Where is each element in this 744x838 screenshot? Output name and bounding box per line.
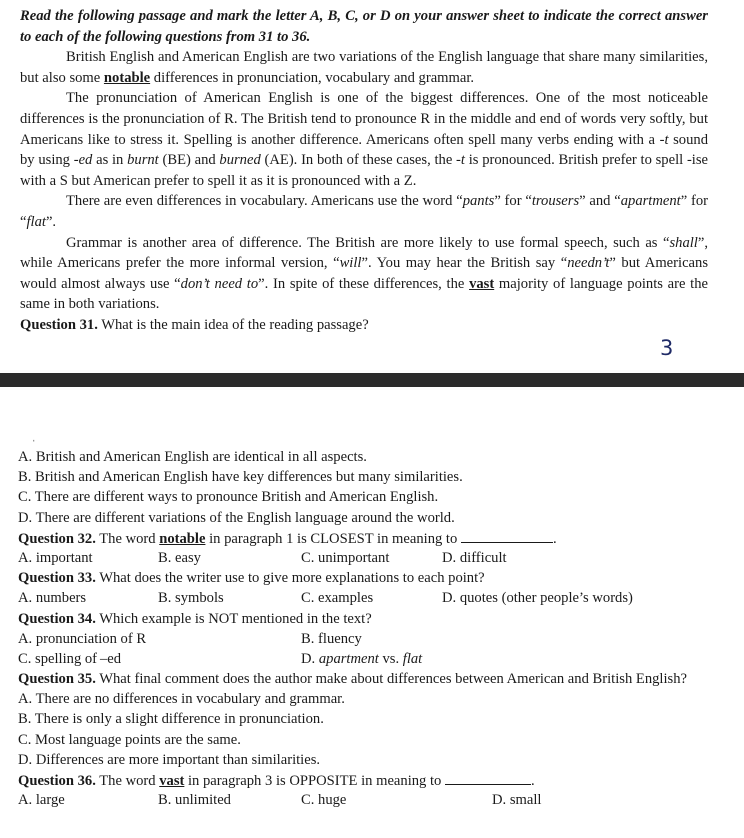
- q34-option-a[interactable]: A. pronunciation of R: [18, 630, 147, 647]
- question-33-stem: Question 33. What does the writer use to give more explanations to each point?: [18, 570, 485, 587]
- q31-option-d[interactable]: D. There are different variations of the English language around the world.: [18, 509, 455, 526]
- q33-option-d[interactable]: D. quotes (other people’s words): [442, 590, 633, 607]
- q36-option-c[interactable]: C. huge: [301, 792, 347, 809]
- paragraph-4: Grammar is another area of difference. The British are more likely to use formal speech, such as “shall”, while Americans prefer the more informal version, “will”. You may hear the British say “needn’t” but Americans would almost always use “don’t need to”. In spite of these differences, the vast majority of language points are the same in both variations.: [20, 234, 708, 313]
- question-32-stem: Question 32. The word notable in paragraph 1 is CLOSEST in meaning to .: [18, 528, 718, 548]
- q32-option-c[interactable]: C. unimportant: [301, 549, 390, 566]
- answer-blank: [461, 528, 553, 543]
- keyword-vast: vast: [469, 275, 495, 292]
- questions-section: [18, 447, 718, 810]
- q36-option-a[interactable]: A. large: [18, 792, 65, 809]
- q31-option-b[interactable]: B. British and American English have key differences but many similarities.: [18, 469, 463, 486]
- q35-option-d[interactable]: D. Differences are more important than similarities.: [18, 751, 321, 768]
- page-number: 3: [660, 336, 674, 360]
- q36-option-b[interactable]: B. unlimited: [158, 792, 231, 809]
- q31-option-a[interactable]: A. British and American English are identical in all aspects.: [18, 449, 367, 465]
- question-34-stem: Question 34. Which example is NOT mentioned in the text?: [18, 610, 372, 627]
- paragraph-1: British English and American English are two variations of the English language that share many similarities, but also some notable differences in pronunciation, vocabulary and grammar.: [20, 49, 708, 86]
- q34-option-c[interactable]: C. spelling of –ed: [18, 650, 122, 667]
- q32-option-d[interactable]: D. difficult: [442, 549, 507, 566]
- scan-mark: ˌ: [32, 430, 36, 442]
- q32-option-a[interactable]: A. important: [18, 549, 93, 566]
- answer-blank: [445, 770, 531, 785]
- question-31-stem: Question 31. What is the main idea of the reading passage?: [20, 316, 369, 333]
- q35-option-b[interactable]: B. There is only a slight difference in pronunciation.: [18, 711, 324, 728]
- question-36-stem: Question 36. The word vast in paragraph 3 is OPPOSITE in meaning to .: [18, 770, 718, 790]
- q35-option-c[interactable]: C. Most language points are the same.: [18, 731, 241, 748]
- q36-option-d[interactable]: D. small: [492, 792, 542, 809]
- q36-options: [18, 790, 718, 810]
- q33-option-b[interactable]: B. symbols: [158, 590, 224, 607]
- q34-option-b[interactable]: B. fluency: [301, 630, 362, 647]
- question-35-stem: Question 35. What final comment does the author make about differences between American and British English?: [18, 671, 687, 688]
- paragraph-3: There are even differences in vocabulary. Americans use the word “pants” for “trousers” and “apartment” for “flat”.: [20, 193, 708, 230]
- q31-option-c[interactable]: C. There are different ways to pronounce British and American English.: [18, 489, 439, 506]
- instruction: Read the following passage and mark the letter A, B, C, or D on your answer sheet to indicate the correct answer to each of the following questions from 31 to 36.: [20, 8, 708, 45]
- paragraph-2: The pronunciation of American English is one of the biggest differences. One of the most noticeable differences is the pronunciation of R. The British tend to pronounce R in the middle and end of words very softly, but Americans like to stress it. Spelling is another difference. Americans often spell many verbs ending with a -t sound by using -ed as in burnt (BE) and burned (AE). In both of these cases, the -t is pronounced. British prefer to spell -ise with a S but American prefer to spell it as it is pronounced with a Z.: [20, 90, 709, 189]
- q33-option-a[interactable]: A. numbers: [18, 590, 87, 607]
- page-divider: [0, 373, 744, 387]
- q34-options-row-2: [18, 649, 718, 669]
- q33-option-c[interactable]: C. examples: [301, 590, 374, 607]
- q33-options: [18, 588, 718, 608]
- q34-option-d[interactable]: D. apartment vs. flat: [301, 650, 423, 667]
- q35-option-a[interactable]: A. There are no differences in vocabulary and grammar.: [18, 691, 345, 708]
- q32-options: [18, 548, 718, 568]
- q32-option-b[interactable]: B. easy: [158, 549, 201, 566]
- keyword-notable: notable: [103, 69, 151, 86]
- q34-options-row-1: [18, 629, 718, 649]
- passage-section: [20, 6, 708, 336]
